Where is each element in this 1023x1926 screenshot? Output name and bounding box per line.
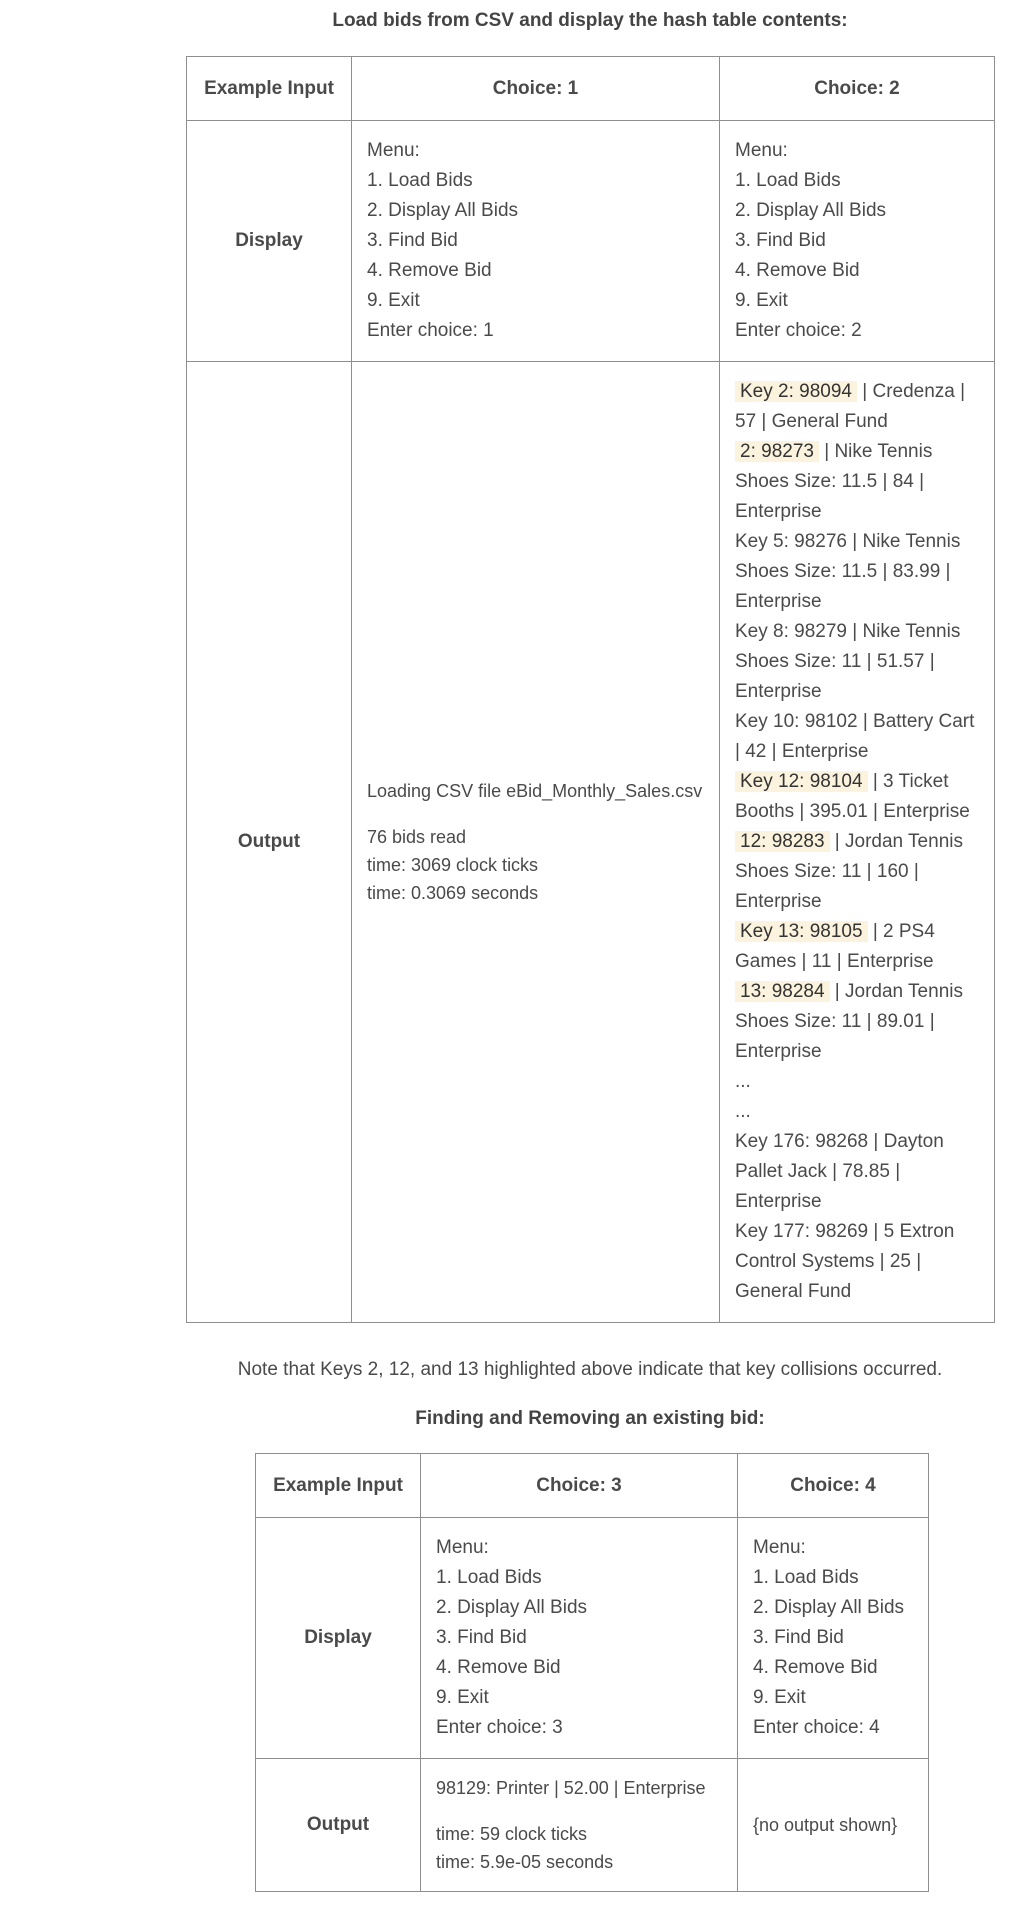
hash-entry	[735, 527, 980, 617]
hash-entry	[735, 917, 980, 977]
menu-line: Menu:	[735, 140, 788, 161]
menu-line: 3. Find Bid	[436, 1627, 527, 1648]
collision-key-highlight: 2: 98273	[735, 441, 819, 462]
hash-entry	[735, 377, 980, 437]
menu-line: 1. Load Bids	[367, 170, 473, 191]
seconds-line: time: 5.9e-05 seconds	[436, 1852, 614, 1872]
entry-key: ...	[735, 1101, 751, 1122]
clock-ticks-line: time: 3069 clock ticks	[367, 855, 539, 875]
entry-key: Key 10: 98102	[735, 711, 858, 732]
display-choice-1	[352, 121, 720, 362]
row-label-output: Output	[187, 362, 352, 1323]
display-choice-3	[421, 1518, 738, 1759]
entry-key: Key 177: 98269	[735, 1221, 869, 1242]
menu-line: Enter choice: 3	[436, 1717, 563, 1738]
hash-entry	[735, 1217, 980, 1307]
menu-line: 3. Find Bid	[735, 230, 826, 251]
menu-line: 3. Find Bid	[367, 230, 458, 251]
entry-key: ...	[735, 1071, 751, 1092]
header-example-input: Example Input	[187, 57, 352, 121]
entry-details: | Nike Tennis Shoes Size: 11 | 51.57 | Enterprise	[735, 621, 961, 702]
entry-details: | Battery Cart | 42 | Enterprise	[735, 711, 975, 762]
collision-note: Note that Keys 2, 12, and 13 highlighted above indicate that key collisions occurred.	[237, 1359, 943, 1380]
collision-key-highlight: Key 13: 98105	[735, 921, 868, 942]
menu-line: 1. Load Bids	[753, 1567, 859, 1588]
menu-line: Menu:	[367, 140, 420, 161]
hash-entry	[735, 437, 980, 527]
menu-line: 4. Remove Bid	[436, 1657, 561, 1678]
menu-line: Menu:	[753, 1537, 806, 1558]
section2-heading: Finding and Removing an existing bid:	[415, 1408, 765, 1429]
entry-details: | Dayton Pallet Jack | 78.85 | Enterprise	[735, 1131, 944, 1212]
collision-key-highlight: 12: 98283	[735, 831, 830, 852]
menu-line: 1. Load Bids	[735, 170, 841, 191]
menu-line: 9. Exit	[436, 1687, 489, 1708]
hash-entry	[735, 827, 980, 917]
load-display-table	[186, 56, 995, 1323]
find-remove-table	[255, 1453, 929, 1892]
row-label-display: Display	[256, 1518, 421, 1759]
menu-line: 2. Display All Bids	[753, 1597, 905, 1618]
display-choice-2	[720, 121, 995, 362]
menu-line: Enter choice: 1	[367, 320, 494, 341]
header-choice-1: Choice: 1	[352, 57, 720, 121]
entry-details: | Credenza | 57 | General Fund	[735, 381, 966, 432]
menu-line: 2. Display All Bids	[367, 200, 519, 221]
display-choice-4	[738, 1518, 929, 1759]
output-choice-2	[720, 362, 995, 1323]
menu-line: Menu:	[436, 1537, 489, 1558]
output-choice-4	[738, 1759, 929, 1892]
hash-entry	[735, 707, 980, 767]
menu-line: Enter choice: 4	[753, 1717, 880, 1738]
entry-details: | 3 Ticket Booths | 395.01 | Enterprise	[735, 771, 970, 822]
menu-line: 2. Display All Bids	[735, 200, 887, 221]
output-choice-3	[421, 1759, 738, 1892]
bids-read-line: 76 bids read	[367, 827, 467, 847]
header-choice-2: Choice: 2	[720, 57, 995, 121]
hash-entry	[735, 617, 980, 707]
clock-ticks-line: time: 59 clock ticks	[436, 1824, 588, 1844]
loading-line: Loading CSV file eBid_Monthly_Sales.csv	[367, 781, 703, 801]
seconds-line: time: 0.3069 seconds	[367, 883, 539, 903]
entry-details: | Nike Tennis Shoes Size: 11.5 | 83.99 | Enterprise	[735, 531, 961, 612]
entry-details: | Nike Tennis Shoes Size: 11.5 | 84 | Enterprise	[735, 441, 933, 522]
row-label-output: Output	[256, 1759, 421, 1892]
menu-line: 4. Remove Bid	[753, 1657, 878, 1678]
collision-key-highlight: Key 12: 98104	[735, 771, 868, 792]
collision-key-highlight: Key 2: 98094	[735, 381, 857, 402]
menu-line: 9. Exit	[367, 290, 420, 311]
menu-line: 1. Load Bids	[436, 1567, 542, 1588]
entry-details: | 2 PS4 Games | 11 | Enterprise	[735, 921, 935, 972]
section1-heading: Load bids from CSV and display the hash table contents:	[332, 10, 848, 31]
menu-line: 4. Remove Bid	[735, 260, 860, 281]
entry-details: | Jordan Tennis Shoes Size: 11 | 160 | Enterprise	[735, 831, 963, 912]
entry-key: Key 176: 98268	[735, 1131, 869, 1152]
row-label-display: Display	[187, 121, 352, 362]
entry-key: Key 5: 98276	[735, 531, 847, 552]
no-output-text: {no output shown}	[753, 1815, 898, 1835]
menu-line: 3. Find Bid	[753, 1627, 844, 1648]
collision-key-highlight: 13: 98284	[735, 981, 830, 1002]
menu-line: Enter choice: 2	[735, 320, 862, 341]
entry-details: | 5 Extron Control Systems | 25 | General Fund	[735, 1221, 955, 1302]
hash-entry	[735, 1067, 980, 1097]
header-choice-4: Choice: 4	[738, 1454, 929, 1518]
header-choice-3: Choice: 3	[421, 1454, 738, 1518]
menu-line: 2. Display All Bids	[436, 1597, 588, 1618]
menu-line: 9. Exit	[753, 1687, 806, 1708]
hash-entry	[735, 1127, 980, 1217]
hash-entry	[735, 767, 980, 827]
found-bid-line: 98129: Printer | 52.00 | Enterprise	[436, 1778, 706, 1798]
menu-line: 4. Remove Bid	[367, 260, 492, 281]
entry-details: | Jordan Tennis Shoes Size: 11 | 89.01 | Enterprise	[735, 981, 963, 1062]
header-example-input: Example Input	[256, 1454, 421, 1518]
menu-line: 9. Exit	[735, 290, 788, 311]
output-choice-1	[352, 362, 720, 1323]
hash-entry	[735, 1097, 980, 1127]
hash-entry	[735, 977, 980, 1067]
entry-key: Key 8: 98279	[735, 621, 847, 642]
